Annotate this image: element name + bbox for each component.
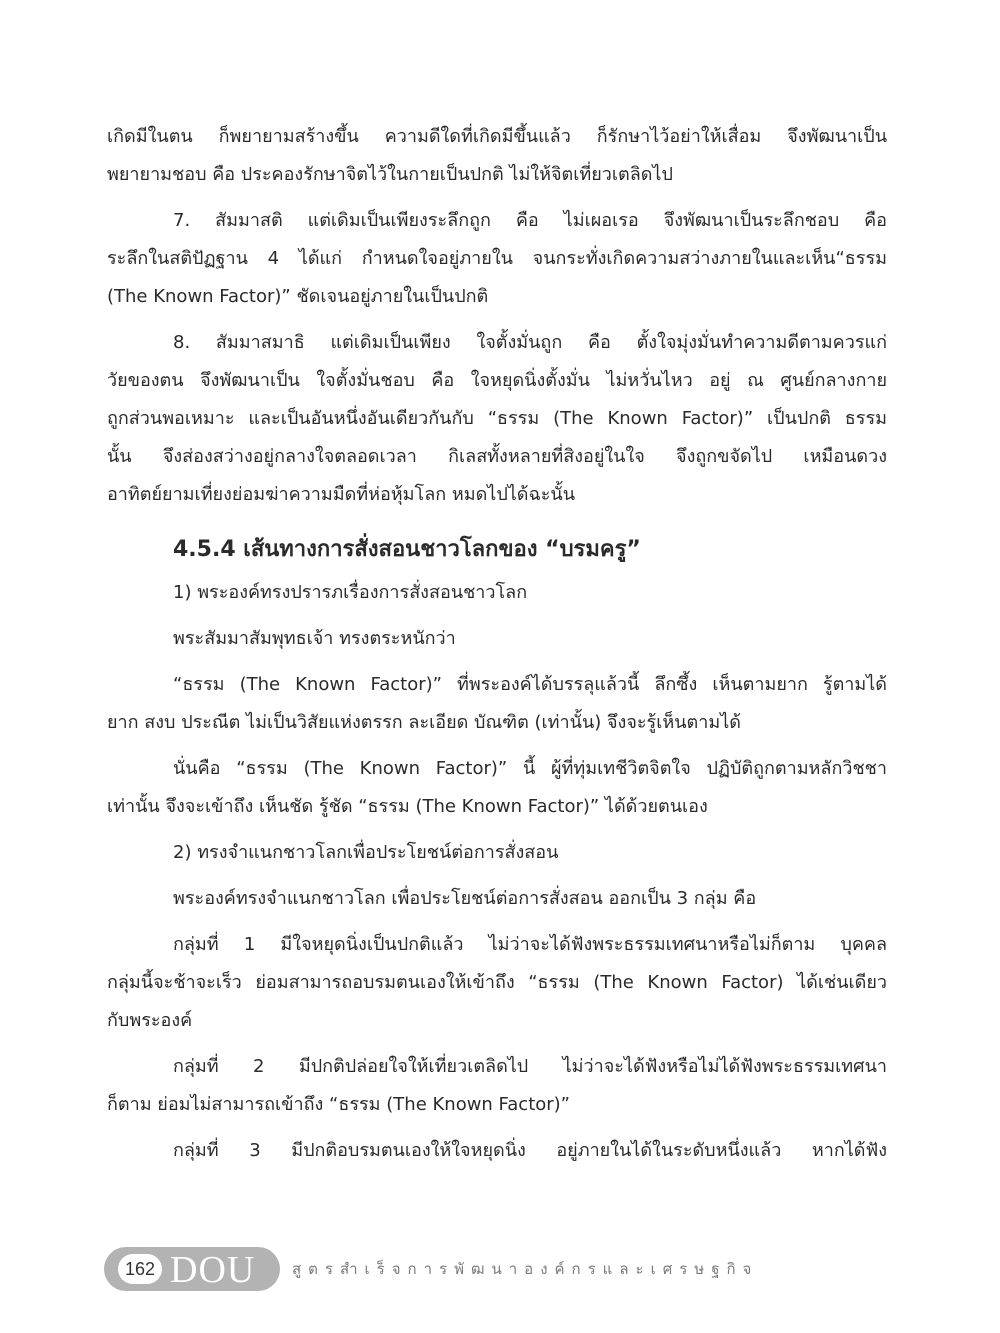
text-line: พระองค์ทรงจำแนกชาวโลก เพื่อประโยชน์ต่อการสั่งสอน ออกเป็น 3 กลุ่ม คือ	[173, 888, 757, 909]
text-line: ก็ตาม ย่อมไม่สามารถเข้าถึง “ธรรม (The Known Factor)”	[107, 1094, 571, 1115]
text-line: กลุ่มนี้จะช้าจะเร็ว ย่อมสามารถอบรมตนเองให้เข้าถึง “ธรรม (The Known Factor) ได้เช่นเดียว	[107, 972, 887, 993]
text-line: กลุ่มที่ 2 มีปกติปล่อยใจให้เที่ยวเตลิดไป ไม่ว่าจะได้ฟังหรือไม่ได้ฟังพระธรรมเทศนา	[173, 1056, 887, 1077]
dou-logo: DOU	[170, 1249, 256, 1291]
text-line: อาทิตย์ยามเที่ยงย่อมฆ่าความมืดที่ห่อหุ้มโลก หมดไปได้ฉะนั้น	[107, 484, 576, 505]
paragraph-samma-sati	[107, 202, 887, 316]
text-line: (The Known Factor)” ชัดเจนอยู่ภายในเป็นปกติ	[107, 286, 489, 307]
book-title: สูตรสำเร็จการพัฒนาองค์กรและเศรษฐกิจ	[292, 1260, 759, 1278]
text-line: 8. สัมมาสมาธิ แต่เดิมเป็นเพียง ใจตั้งมั่นถูก คือ ตั้งใจมุ่งมั่นทำความดีตามควรแก่	[173, 332, 887, 353]
section-heading: 4.5.4 เส้นทางการสั่งสอนชาวโลกของ “บรมครู”	[173, 537, 641, 562]
text-line: เท่านั้น จึงจะเข้าถึง เห็นชัด รู้ชัด “ธรรม (The Known Factor)” ได้ด้วยตนเอง	[107, 796, 708, 817]
page-number: 162	[118, 1254, 162, 1284]
paragraph-dhamma-access	[107, 750, 887, 826]
text-line: เกิดมีในตน ก็พยายามสร้างขึ้น ความดีใดที่เกิดมีขึ้นแล้ว ก็รักษาไว้อย่าให้เสื่อม จึงพัฒนาเป็น	[107, 126, 887, 147]
text-line: ยาก สงบ ประณีต ไม่เป็นวิสัยแห่งตรรก ละเอียด บัณฑิต (เท่านั้น) จึงจะรู้เห็นตามได้	[107, 712, 741, 733]
page-footer	[104, 1247, 904, 1291]
paragraph-group-2	[107, 1048, 887, 1124]
text-line: กับพระองค์	[107, 1010, 193, 1031]
paragraph-samma-samadhi	[107, 324, 887, 514]
text-line: นั่นคือ “ธรรม (The Known Factor)” นี้ ผู้ที่ทุ่มเทชีวิตจิตใจ ปฏิบัติถูกตามหลักวิชชา	[173, 758, 887, 779]
list-item-1: 1) พระองค์ทรงปรารภเรื่องการสั่งสอนชาวโลก	[173, 582, 528, 603]
text-line: “ธรรม (The Known Factor)” ที่พระองค์ได้บรรลุแล้วนี้ ลึกซึ้ง เห็นตามยาก รู้ตามได้	[173, 674, 887, 695]
text-line: พระสัมมาสัมพุทธเจ้า ทรงตระหนักว่า	[173, 628, 456, 649]
text-line: กลุ่มที่ 3 มีปกติอบรมตนเองให้ใจหยุดนิ่ง อยู่ภายในได้ในระดับหนึ่งแล้ว หากได้ฟัง	[173, 1140, 887, 1161]
paragraph-group-3	[107, 1132, 887, 1170]
text-line: พยายามชอบ คือ ประคองรักษาจิตไว้ในกายเป็นปกติ ไม่ให้จิตเที่ยวเตลิดไป	[107, 164, 673, 185]
text-line: กลุ่มที่ 1 มีใจหยุดนิ่งเป็นปกติแล้ว ไม่ว่าจะได้ฟังพระธรรมเทศนาหรือไม่ก็ตาม บุคคล	[173, 934, 887, 955]
list-item-2: 2) ทรงจำแนกชาวโลกเพื่อประโยชน์ต่อการสั่งสอน	[173, 842, 559, 863]
paragraph-group-1	[107, 926, 887, 1040]
text-line: ถูกส่วนพอเหมาะ และเป็นอันหนึ่งอันเดียวกันกับ “ธรรม (The Known Factor)” เป็นปกติ ธรรม	[107, 408, 887, 429]
text-line: ระลึกในสติปัฏฐาน 4 ได้แก่ กำหนดใจอยู่ภายใน จนกระทั่งเกิดความสว่างภายในและเห็น“ธรรม	[107, 248, 887, 269]
paragraph-dhamma-profound	[107, 666, 887, 742]
text-line: วัยของตน จึงพัฒนาเป็น ใจตั้งมั่นชอบ คือ ใจหยุดนิ่งตั้งมั่น ไม่หวั่นไหว อยู่ ณ ศูนย์กลางกาย	[107, 370, 887, 391]
paragraph-1	[107, 118, 887, 194]
text-line: 7. สัมมาสติ แต่เดิมเป็นเพียงระลึกถูก คือ ไม่เผอเรอ จึงพัฒนาเป็นระลึกชอบ คือ	[173, 210, 887, 231]
footer-badge	[104, 1247, 280, 1291]
text-line: นั้น จึงส่องสว่างอยู่กลางใจตลอดเวลา กิเลสทั้งหลายที่สิงอยู่ในใจ จึงถูกขจัดไป เหมือนดวง	[107, 446, 887, 467]
body-text	[107, 118, 887, 1170]
